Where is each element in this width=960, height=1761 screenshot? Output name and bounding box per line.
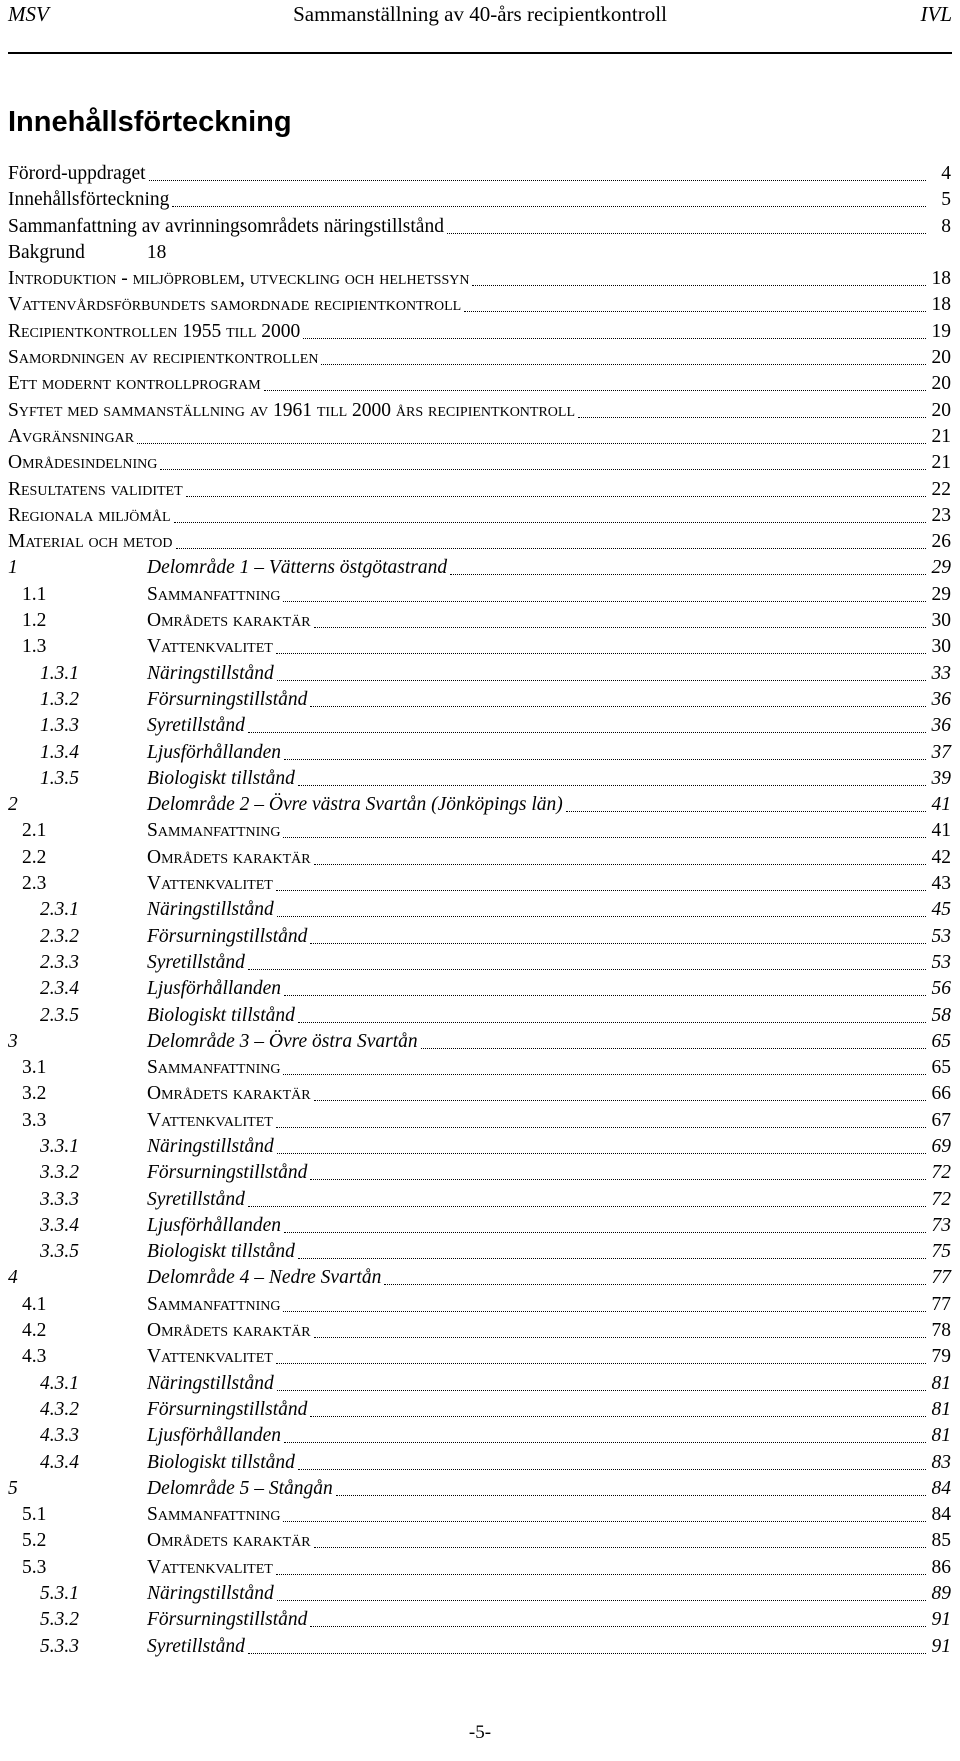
toc-entry[interactable] xyxy=(8,1029,951,1055)
toc-entry[interactable] xyxy=(8,924,951,950)
toc-dot-leader xyxy=(421,1029,926,1049)
toc-dot-leader xyxy=(277,661,926,681)
toc-entry-page: 84 xyxy=(931,1504,951,1526)
toc-entry-title: Vattenkvalitet xyxy=(147,873,273,895)
toc-entry-title: Sammanfattning xyxy=(147,583,281,605)
toc-entry[interactable] xyxy=(8,634,951,660)
toc-entry[interactable] xyxy=(8,1476,951,1502)
toc-entry-title: Vattenkvalitet xyxy=(147,1109,273,1131)
toc-dot-leader xyxy=(137,424,926,444)
header-left: MSV xyxy=(8,2,49,26)
toc-entry-page: 84 xyxy=(931,1477,951,1499)
toc-entry-title: Vattenkvalitet xyxy=(147,1556,273,1578)
toc-entry-title: Ljusförhållanden xyxy=(147,1425,281,1447)
toc-entry-number: 3.3.4 xyxy=(40,1214,79,1236)
toc-entry-number: 2 xyxy=(8,794,18,816)
toc-entry-page: 65 xyxy=(931,1057,951,1079)
toc-entry-page: 18 xyxy=(146,241,167,263)
toc-dot-leader xyxy=(321,345,926,365)
toc-entry-number: 1.3.1 xyxy=(40,662,79,684)
toc-entry-page: 33 xyxy=(931,662,951,684)
toc-entry-page: 36 xyxy=(931,688,951,710)
toc-dot-leader xyxy=(578,398,926,418)
toc-dot-leader xyxy=(186,477,926,497)
toc-entry-page: 20 xyxy=(931,347,951,369)
toc-dot-leader xyxy=(283,818,926,838)
toc-entry-number: 1 xyxy=(8,557,18,579)
toc-entry-page: 75 xyxy=(931,1241,951,1263)
toc-entry-title: Näringstillstånd xyxy=(147,1135,274,1157)
toc-dot-leader xyxy=(160,450,926,470)
toc-entry[interactable] xyxy=(8,950,951,976)
toc-entry[interactable] xyxy=(8,1423,951,1449)
toc-entry-number: 1.3.3 xyxy=(40,715,79,737)
toc-entry-title: Delområde 2 – Övre västra Svartån (Jönköpings län) xyxy=(147,794,563,816)
toc-entry-number: 4.2 xyxy=(22,1320,47,1342)
toc-dot-leader xyxy=(450,555,926,575)
toc-entry-number: 3.3.2 xyxy=(40,1162,79,1184)
toc-entry-title: Regionala miljömål xyxy=(8,504,171,526)
toc-entry-number: 2.3.1 xyxy=(40,899,79,921)
toc-entry-title: Biologiskt tillstånd xyxy=(147,767,295,789)
toc-entry-title: Samordningen av recipientkontrollen xyxy=(8,347,319,369)
toc-dot-leader xyxy=(276,1555,926,1575)
toc-entry[interactable] xyxy=(8,161,951,187)
toc-dot-leader xyxy=(176,529,927,549)
header-center: Sammanställning av 40-års recipientkontroll xyxy=(293,2,667,26)
toc-entry-page: 22 xyxy=(931,478,951,500)
toc-entry-page: 78 xyxy=(931,1320,951,1342)
toc-entry[interactable] xyxy=(8,1555,951,1581)
toc-dot-leader xyxy=(248,1187,926,1207)
toc-dot-leader xyxy=(310,1397,926,1417)
toc-dot-leader xyxy=(298,1003,926,1023)
toc-entry-title: Bakgrund xyxy=(8,241,85,263)
toc-entry-title: Ljusförhållanden xyxy=(147,741,281,763)
toc-dot-leader xyxy=(276,871,926,891)
toc-entry-title: Ljusförhållanden xyxy=(147,978,281,1000)
toc-entry-page: 39 xyxy=(931,767,951,789)
toc-entry[interactable] xyxy=(8,529,951,555)
toc-dot-leader xyxy=(464,292,926,312)
toc-entry-page: 69 xyxy=(931,1135,951,1157)
toc-dot-leader xyxy=(276,1108,926,1128)
toc-dot-leader xyxy=(310,687,926,707)
toc-entry[interactable] xyxy=(8,424,951,450)
toc-entry-page: 18 xyxy=(931,294,951,316)
toc-entry-page: 83 xyxy=(931,1451,951,1473)
toc-entry[interactable] xyxy=(8,1187,951,1213)
toc-entry-title: Näringstillstånd xyxy=(147,1583,274,1605)
toc-dot-leader xyxy=(248,1634,926,1654)
toc-entry-number: 5.3.3 xyxy=(40,1635,79,1657)
toc-entry-title: Vattenvårdsförbundets samordnade recipientkontroll xyxy=(8,294,462,316)
toc-entry-page: 53 xyxy=(931,951,951,973)
toc-entry-title: Försurningstillstånd xyxy=(147,925,308,947)
toc-entry[interactable] xyxy=(8,1160,951,1186)
toc-entry-title: Områdesindelning xyxy=(8,452,158,474)
toc-dot-leader xyxy=(314,1081,926,1101)
toc-entry-page: 77 xyxy=(931,1267,951,1289)
toc-entry[interactable] xyxy=(8,1607,951,1633)
toc-entry-page: 77 xyxy=(931,1293,951,1315)
toc-entry[interactable] xyxy=(8,266,951,292)
toc-entry[interactable] xyxy=(8,1397,951,1423)
toc-entry-page: 30 xyxy=(931,636,951,658)
toc-entry-page: 29 xyxy=(931,583,951,605)
toc-entry-page: 81 xyxy=(931,1398,951,1420)
toc-entry-title: Försurningstillstånd xyxy=(147,1162,308,1184)
toc-entry-number: 1.3.4 xyxy=(40,741,79,763)
toc-entry-title: Områdets karaktär xyxy=(147,1530,311,1552)
toc-entry-title: Introduktion - miljöproblem, utveckling och helhetssyn xyxy=(8,268,470,290)
toc-dot-leader xyxy=(384,1265,926,1285)
toc-dot-leader xyxy=(566,792,926,812)
toc-entry-title: Sammanfattning xyxy=(147,1504,281,1526)
toc-dot-leader xyxy=(172,187,926,207)
toc-entry-title: Näringstillstånd xyxy=(147,899,274,921)
toc-entry[interactable] xyxy=(8,897,951,923)
toc-entry-page: 5 xyxy=(941,189,951,211)
toc-entry[interactable] xyxy=(8,1134,951,1160)
toc-entry-page: 19 xyxy=(931,320,951,342)
toc-entry-page: 21 xyxy=(931,452,951,474)
toc-entry[interactable] xyxy=(8,1292,951,1318)
toc-dot-leader xyxy=(314,608,926,628)
toc-entry[interactable] xyxy=(8,976,951,1002)
toc-dot-leader xyxy=(310,1607,926,1627)
toc-entry[interactable] xyxy=(8,1634,951,1660)
toc-entry-page: 29 xyxy=(931,557,951,579)
toc-entry-number: 2.3.4 xyxy=(40,978,79,1000)
toc-entry-title: Avgränsningar xyxy=(8,425,135,447)
toc-entry-page: 66 xyxy=(931,1083,951,1105)
toc-entry-page: 73 xyxy=(931,1214,951,1236)
toc-entry[interactable] xyxy=(8,871,951,897)
toc-entry[interactable] xyxy=(8,187,951,213)
toc-entry[interactable] xyxy=(8,582,951,608)
toc-entry[interactable] xyxy=(8,1344,951,1370)
toc-entry-page: 89 xyxy=(931,1583,951,1605)
toc-entry-page: 43 xyxy=(931,873,951,895)
toc-entry[interactable] xyxy=(8,1371,951,1397)
toc-entry[interactable] xyxy=(8,1318,951,1344)
toc-entry-page: 91 xyxy=(931,1635,951,1657)
toc-entry[interactable] xyxy=(8,240,951,266)
toc-entry-number: 3.2 xyxy=(22,1083,47,1105)
toc-entry[interactable] xyxy=(8,1450,951,1476)
toc-entry-title: Syretillstånd xyxy=(147,951,245,973)
page-number: -5- xyxy=(468,1722,492,1743)
toc-entry-page: 67 xyxy=(931,1109,951,1131)
toc-entry-page: 86 xyxy=(931,1556,951,1578)
toc-entry-page: 72 xyxy=(931,1188,951,1210)
toc-entry-title: Delområde 5 – Stångån xyxy=(147,1477,333,1499)
toc-entry-number: 2.3.2 xyxy=(40,925,79,947)
toc-entry-number: 3 xyxy=(8,1030,18,1052)
toc-dot-leader xyxy=(277,1134,926,1154)
toc-dot-leader xyxy=(174,503,926,523)
toc-entry-title: Syretillstånd xyxy=(147,1188,245,1210)
table-of-contents xyxy=(8,161,951,1660)
toc-entry[interactable] xyxy=(8,792,951,818)
toc-entry-number: 5.1 xyxy=(22,1504,47,1526)
toc-entry-number: 5.3 xyxy=(22,1556,47,1578)
toc-entry-number: 4.3.4 xyxy=(40,1451,79,1473)
toc-entry[interactable] xyxy=(8,687,951,713)
toc-entry[interactable] xyxy=(8,214,951,240)
toc-entry[interactable] xyxy=(8,713,951,739)
toc-dot-leader xyxy=(276,634,926,654)
toc-entry-page: 20 xyxy=(931,373,951,395)
toc-entry-title: Försurningstillstånd xyxy=(147,1609,308,1631)
toc-entry-title: Innehållsförteckning xyxy=(8,189,170,211)
toc-entry-title: Vattenkvalitet xyxy=(147,1346,273,1368)
toc-entry[interactable] xyxy=(8,1055,951,1081)
toc-entry[interactable] xyxy=(8,319,951,345)
toc-entry-number: 1.3 xyxy=(22,636,47,658)
toc-entry-title: Ett modernt kontrollprogram xyxy=(8,373,261,395)
toc-entry-number: 4.3.3 xyxy=(40,1425,79,1447)
toc-entry-title: Delområde 4 – Nedre Svartån xyxy=(147,1267,382,1289)
toc-dot-leader xyxy=(314,1528,926,1548)
toc-entry[interactable] xyxy=(8,1081,951,1107)
toc-entry-number: 1.3.5 xyxy=(40,767,79,789)
toc-entry-page: 91 xyxy=(931,1609,951,1631)
toc-dot-leader xyxy=(284,976,926,996)
toc-dot-leader xyxy=(314,845,926,865)
toc-entry-title: Biologiskt tillstånd xyxy=(147,1451,295,1473)
toc-entry[interactable] xyxy=(8,503,951,529)
toc-entry[interactable] xyxy=(8,477,951,503)
toc-entry-title: Syretillstånd xyxy=(147,715,245,737)
toc-entry[interactable] xyxy=(8,292,951,318)
toc-dot-leader xyxy=(264,371,926,391)
toc-entry[interactable] xyxy=(8,818,951,844)
toc-dot-leader xyxy=(314,1318,926,1338)
page-title: Innehållsförteckning xyxy=(8,106,292,138)
toc-entry[interactable] xyxy=(8,845,951,871)
toc-dot-leader xyxy=(298,1239,926,1259)
toc-entry-title: Ljusförhållanden xyxy=(147,1214,281,1236)
toc-entry-page: 21 xyxy=(931,425,951,447)
toc-entry-title: Sammanfattning xyxy=(147,1293,281,1315)
toc-entry-title: Försurningstillstånd xyxy=(147,688,308,710)
toc-dot-leader xyxy=(277,897,926,917)
toc-entry-title: Områdets karaktär xyxy=(147,846,311,868)
toc-entry-page: 41 xyxy=(931,820,951,842)
toc-dot-leader xyxy=(149,161,926,181)
toc-entry-page: 18 xyxy=(931,268,951,290)
toc-dot-leader xyxy=(277,1371,926,1391)
toc-entry-title: Sammanfattning xyxy=(147,820,281,842)
toc-entry-page: 20 xyxy=(931,399,951,421)
toc-dot-leader xyxy=(447,214,926,234)
toc-entry-number: 4.3 xyxy=(22,1346,47,1368)
toc-entry[interactable] xyxy=(8,1502,951,1528)
toc-entry-title: Resultatens validitet xyxy=(8,478,183,500)
toc-entry-page: 65 xyxy=(931,1030,951,1052)
toc-dot-leader xyxy=(283,1292,926,1312)
toc-entry-number: 2.1 xyxy=(22,820,47,842)
toc-entry-number: 2.3 xyxy=(22,873,47,895)
toc-entry[interactable] xyxy=(8,1213,951,1239)
toc-entry-title: Områdets karaktär xyxy=(147,610,311,632)
toc-entry-number: 1.1 xyxy=(22,583,47,605)
toc-dot-leader xyxy=(248,950,926,970)
toc-entry-page: 56 xyxy=(931,978,951,1000)
toc-entry-number: 2.3.3 xyxy=(40,951,79,973)
toc-entry-title: Sammanfattning xyxy=(147,1057,281,1079)
toc-entry-title: Syftet med sammanställning av 1961 till 2000 års recipientkontroll xyxy=(8,399,576,421)
toc-dot-leader xyxy=(276,1344,926,1364)
toc-entry-number: 1.3.2 xyxy=(40,688,79,710)
toc-entry-page: 45 xyxy=(931,899,951,921)
toc-entry-page: 81 xyxy=(931,1425,951,1447)
toc-entry-page: 58 xyxy=(931,1004,951,1026)
toc-entry-number: 3.3.5 xyxy=(40,1241,79,1263)
toc-entry-number: 3.3 xyxy=(22,1109,47,1131)
toc-entry-page: 23 xyxy=(931,504,951,526)
toc-entry-title: Syretillstånd xyxy=(147,1635,245,1657)
toc-entry[interactable] xyxy=(8,766,951,792)
toc-entry[interactable] xyxy=(8,608,951,634)
toc-entry[interactable] xyxy=(8,371,951,397)
toc-entry-number: 4.1 xyxy=(22,1293,47,1315)
toc-entry-page: 72 xyxy=(931,1162,951,1184)
header-rule xyxy=(8,52,952,54)
toc-dot-leader xyxy=(298,1450,926,1470)
toc-entry[interactable] xyxy=(8,740,951,766)
toc-entry-page: 30 xyxy=(931,610,951,632)
toc-entry-title: Näringstillstånd xyxy=(147,662,274,684)
toc-entry[interactable] xyxy=(8,345,951,371)
toc-entry-title: Biologiskt tillstånd xyxy=(147,1004,295,1026)
toc-entry-page: 4 xyxy=(941,163,951,184)
toc-entry-title: Vattenkvalitet xyxy=(147,636,273,658)
toc-entry-number: 5.2 xyxy=(22,1530,47,1552)
toc-entry-page: 8 xyxy=(941,215,951,237)
toc-entry-number: 3.3.1 xyxy=(40,1135,79,1157)
toc-dot-leader xyxy=(283,582,926,602)
page-header xyxy=(0,0,960,40)
toc-dot-leader xyxy=(303,319,926,339)
toc-dot-leader xyxy=(298,766,926,786)
toc-entry-title: Näringstillstånd xyxy=(147,1372,274,1394)
toc-entry-page: 53 xyxy=(931,925,951,947)
toc-entry-number: 4.3.1 xyxy=(40,1372,79,1394)
toc-dot-leader xyxy=(283,1502,926,1522)
toc-entry[interactable] xyxy=(8,1003,951,1029)
toc-entry-page: 26 xyxy=(931,531,951,553)
toc-entry[interactable] xyxy=(8,450,951,476)
toc-dot-leader xyxy=(284,740,926,760)
toc-entry-number: 2.2 xyxy=(22,846,47,868)
toc-dot-leader xyxy=(336,1476,926,1496)
toc-entry-title: Förord-uppdraget xyxy=(8,163,146,184)
toc-entry-number: 3.1 xyxy=(22,1057,47,1079)
toc-entry-title: Delområde 1 – Vätterns östgötastrand xyxy=(147,557,448,579)
toc-entry-title: Sammanfattning av avrinningsområdets näringstillstånd xyxy=(8,215,444,237)
toc-entry-number: 3.3.3 xyxy=(40,1188,79,1210)
toc-entry-title: Försurningstillstånd xyxy=(147,1398,308,1420)
toc-dot-leader xyxy=(310,1160,926,1180)
toc-entry[interactable] xyxy=(8,1239,951,1265)
toc-entry[interactable] xyxy=(8,1108,951,1134)
toc-entry-title: Recipientkontrollen 1955 till 2000 xyxy=(8,320,301,342)
toc-entry-page: 42 xyxy=(931,846,951,868)
toc-entry-page: 81 xyxy=(931,1372,951,1394)
header-right: IVL xyxy=(920,2,952,26)
toc-entry[interactable] xyxy=(8,1265,951,1291)
toc-dot-leader xyxy=(472,266,926,286)
toc-entry-page: 41 xyxy=(931,794,951,816)
toc-dot-leader xyxy=(283,1055,926,1075)
toc-entry-number: 2.3.5 xyxy=(40,1004,79,1026)
toc-entry[interactable] xyxy=(8,555,951,581)
toc-entry-page: 85 xyxy=(931,1530,951,1552)
toc-entry-page: 36 xyxy=(931,715,951,737)
toc-entry[interactable] xyxy=(8,1581,951,1607)
toc-entry[interactable] xyxy=(8,661,951,687)
toc-entry-title: Områdets karaktär xyxy=(147,1320,311,1342)
toc-dot-leader xyxy=(277,1581,926,1601)
toc-entry-number: 1.2 xyxy=(22,610,47,632)
toc-entry[interactable] xyxy=(8,398,951,424)
toc-entry[interactable] xyxy=(8,1528,951,1554)
toc-entry-title: Biologiskt tillstånd xyxy=(147,1241,295,1263)
toc-entry-number: 5.3.2 xyxy=(40,1609,79,1631)
toc-dot-leader xyxy=(284,1213,926,1233)
toc-dot-leader xyxy=(310,924,926,944)
toc-entry-title: Delområde 3 – Övre östra Svartån xyxy=(147,1030,418,1052)
toc-entry-number: 4 xyxy=(8,1267,18,1289)
toc-entry-number: 5.3.1 xyxy=(40,1583,79,1605)
toc-entry-page: 79 xyxy=(931,1346,951,1368)
toc-dot-leader xyxy=(284,1423,926,1443)
toc-entry-title: Områdets karaktär xyxy=(147,1083,311,1105)
toc-entry-number: 5 xyxy=(8,1477,18,1499)
toc-entry-title: Material och metod xyxy=(8,531,173,553)
toc-entry-page: 37 xyxy=(931,741,951,763)
toc-entry-number: 4.3.2 xyxy=(40,1398,79,1420)
toc-dot-leader xyxy=(248,713,926,733)
